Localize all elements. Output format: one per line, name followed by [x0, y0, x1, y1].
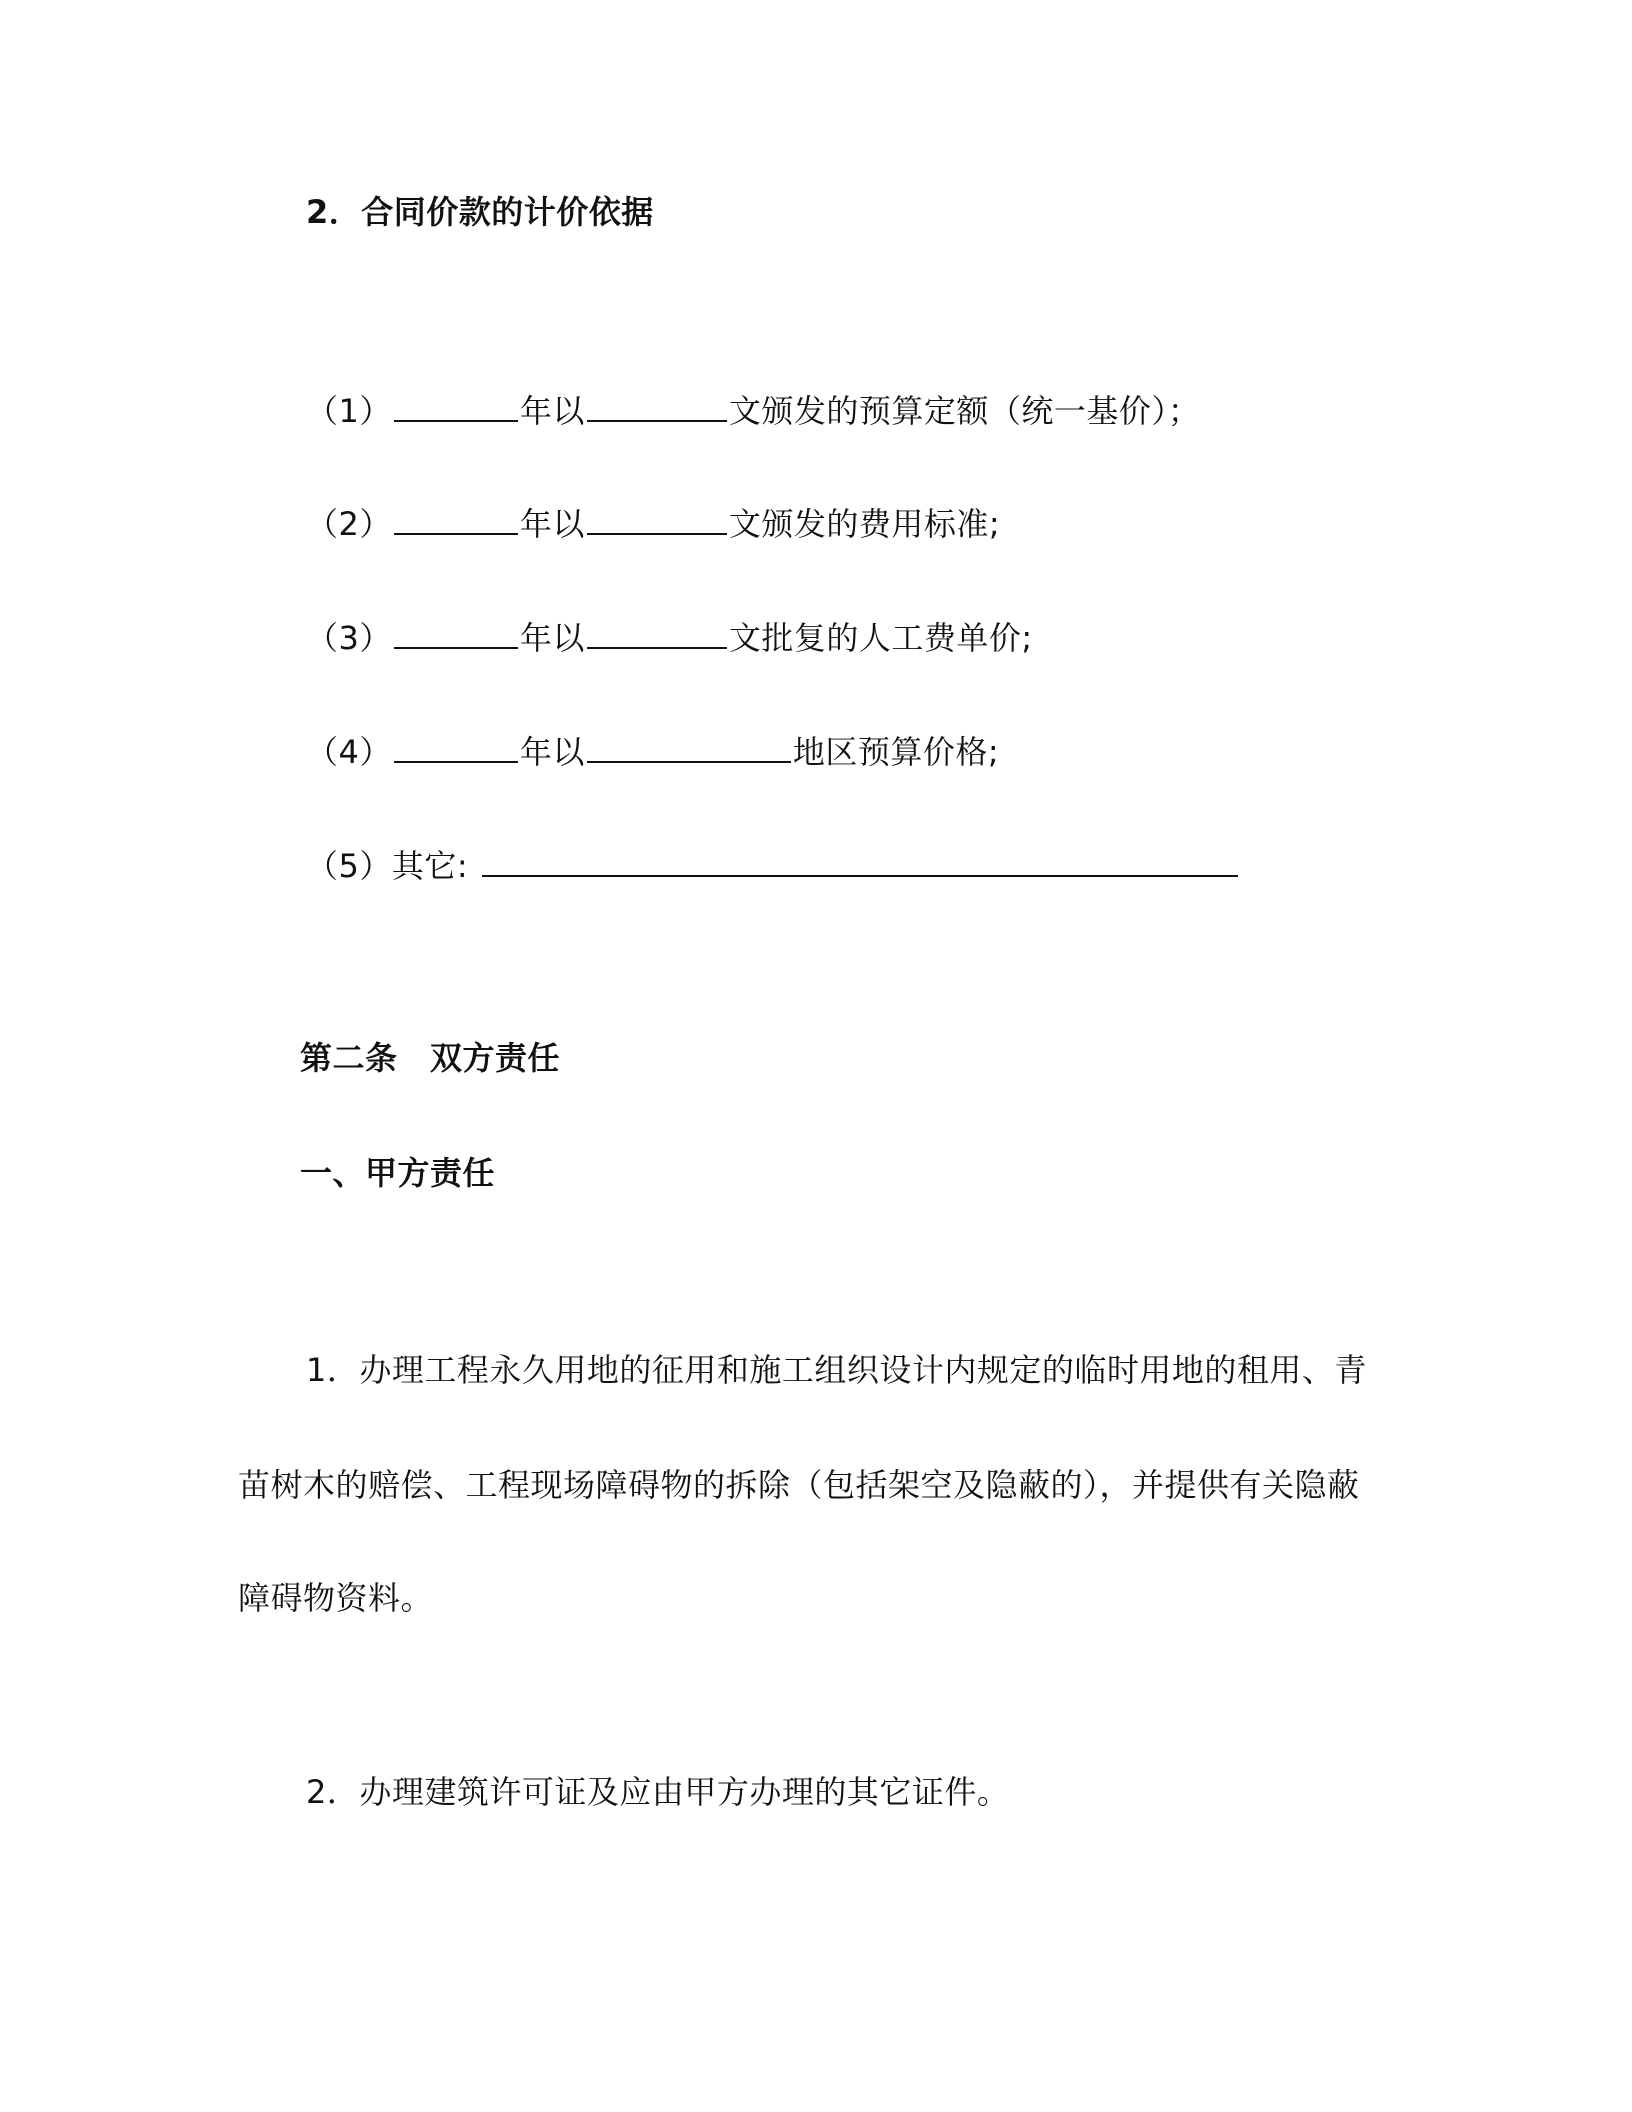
- basis-item-2-prefix: （2）: [306, 505, 392, 543]
- item-1-line-3: 障碍物资料。: [238, 1579, 434, 1617]
- year-blank-4[interactable]: [394, 731, 518, 763]
- basis-item-2: [306, 503, 1000, 544]
- basis-item-1-prefix: （1）: [306, 392, 392, 430]
- basis-item-4-suffix: 地区预算价格;: [792, 733, 1000, 771]
- document-blank-2[interactable]: [587, 503, 727, 535]
- basis-item-5: [306, 845, 1240, 886]
- article-title: 第二条 双方责任: [300, 1039, 561, 1077]
- basis-item-4-prefix: （4）: [306, 733, 392, 771]
- basis-item-3-prefix: （3）: [306, 619, 392, 657]
- basis-item-1: [306, 390, 1200, 431]
- basis-item-4-mid: 年以: [519, 733, 585, 771]
- basis-item-1-mid: 年以: [519, 392, 585, 430]
- basis-item-1-suffix: 文颁发的预算定额（统一基价）；: [728, 392, 1201, 430]
- item-1-line-2: 苗树木的赔偿、工程现场障碍物的拆除（包括架空及隐蔽的），并提供有关隐蔽: [238, 1466, 1360, 1504]
- other-blank-5[interactable]: [482, 845, 1238, 877]
- basis-item-3-suffix: 文批复的人工费单价;: [728, 619, 1033, 657]
- basis-item-3: [306, 617, 1033, 658]
- year-blank-3[interactable]: [394, 617, 518, 649]
- basis-item-3-mid: 年以: [519, 619, 585, 657]
- party-a-heading: 一、甲方责任: [300, 1154, 496, 1192]
- basis-item-2-mid: 年以: [519, 505, 585, 543]
- item-1-line-1: 1．办理工程永久用地的征用和施工组织设计内规定的临时用地的租用、青: [306, 1351, 1367, 1389]
- section-title: 2．合同价款的计价依据: [306, 193, 654, 231]
- basis-item-4: [306, 731, 999, 772]
- document-blank-1[interactable]: [587, 390, 727, 422]
- basis-item-2-suffix: 文颁发的费用标准;: [728, 505, 1001, 543]
- year-blank-1[interactable]: [394, 390, 518, 422]
- item-2: 2．办理建筑许可证及应由甲方办理的其它证件。: [306, 1773, 1010, 1811]
- region-blank-4[interactable]: [587, 731, 791, 763]
- year-blank-2[interactable]: [394, 503, 518, 535]
- basis-item-5-prefix: （5）其它:: [306, 847, 469, 885]
- document-blank-3[interactable]: [587, 617, 727, 649]
